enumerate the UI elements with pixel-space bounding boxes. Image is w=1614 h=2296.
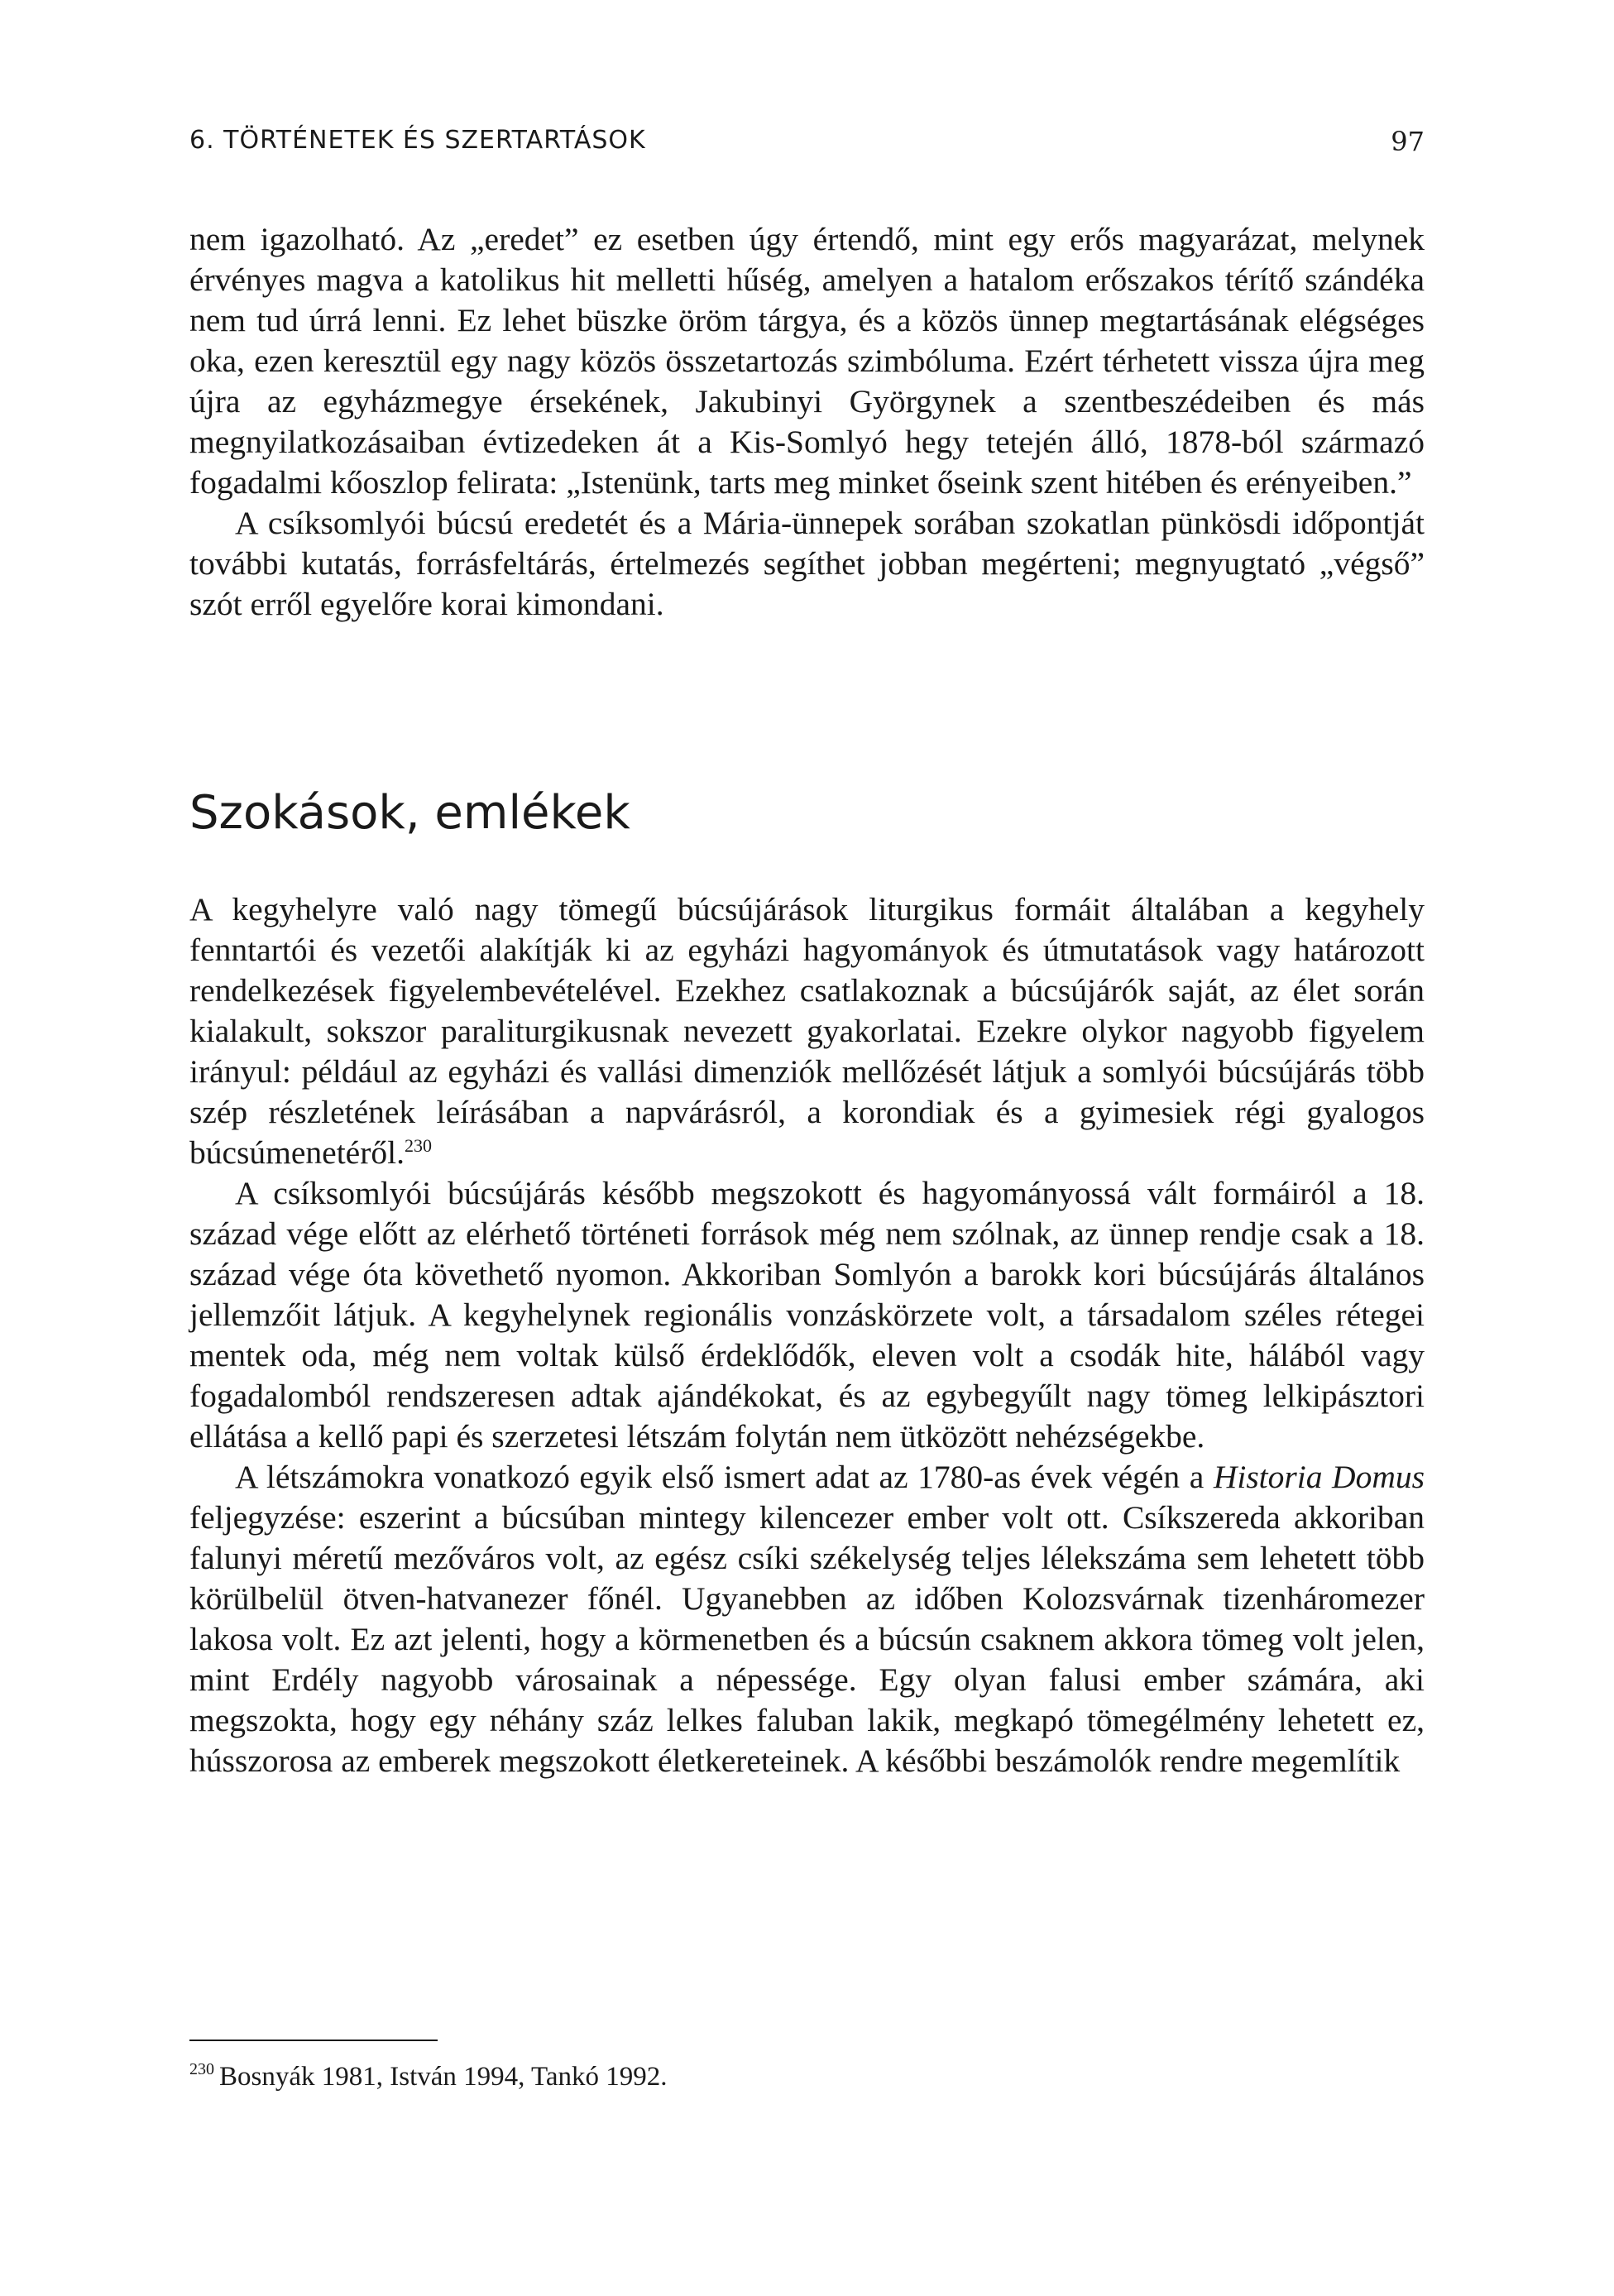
- paragraph: nem igazolható. Az „eredet” ez esetben úgy értendő, mint egy erős magyarázat, melynek érvényes magva a katolikus hit melletti hűség, amelyen a hatalom erőszakos térítő szándéka nem tud úrrá lenni. Ez lehet büszke öröm tárgya, és a közös ünnep megtartásának elégséges oka, ezen keresztül egy nagy közös összetartozás szimbóluma. Ezért térhetett vissza újra meg újra az egyházmegye érsekének, Jakubinyi Györgynek a szentbeszédeiben és más megnyilatkozásaiban évtizedeken át a Kis-Somlyó hegy tetején álló, 1878-ból származó fogadalmi kőoszlop felirata: „Istenünk, tarts meg minket őseink szent hitében és erényeiben.”: [189, 221, 1425, 501]
- section-heading: Szokások, emlékek: [189, 786, 630, 840]
- paragraph-text: A létszámokra vonatkozó egyik első ismert adat az 1780-as évek végén a: [235, 1459, 1214, 1495]
- chapter-title: 6. TÖRTÉNETEK ÉS SZERTARTÁSOK: [189, 126, 646, 155]
- footnote: [189, 2059, 1425, 2095]
- paragraph: [189, 889, 1425, 1173]
- text-block-opening: [189, 219, 1425, 625]
- page-number: 97: [1391, 126, 1425, 157]
- footnote-text: Bosnyák 1981, István 1994, Tankó 1992.: [219, 2062, 668, 2092]
- paragraph: [189, 1457, 1425, 1781]
- italic-title: Historia Domus: [1213, 1459, 1425, 1495]
- footnote-reference[interactable]: 230: [404, 1135, 432, 1156]
- footnote-divider: [189, 2040, 438, 2041]
- paragraph-text: A kegyhelyre való nagy tömegű búcsújárások liturgikus formáit általában a kegyhely fenntartói és vezetői alakítják ki az egyházi hagyományok és útmutatások vagy határozott rendelkezések figyelembevételével. Ezekhez csatlakoznak a búcsújárók saját, az élet során kialakult, sokszor paraliturgikusnak nevezett gyakorlatai. Ezekre olykor nagyobb figyelem irányul: például az egyházi és vallási dimenziók mellőzését látjuk a somlyói búcsújárás több szép részletének leírásában a napvárásról, a korondiak és a gyimesiek régi gyalogos búcsúmenetéről.: [189, 891, 1425, 1171]
- book-page: [189, 0, 1425, 2296]
- paragraph: A csíksomlyói búcsú eredetét és a Mária-ünnepek sorában szokatlan pünkösdi időpontját további kutatás, forrásfeltárás, értelmezés segíthet jobban megérteni; megnyugtató „végső” szót erről egyelőre korai kimondani.: [189, 505, 1425, 622]
- paragraph: A csíksomlyói búcsújárás később megszokott és hagyományossá vált formáiról a 18. század vége előtt az elérhető történeti források még nem szólnak, az ünnep rendje csak a 18. század vége óta követhető nyomon. Akkoriban Somlyón a barokk kori búcsújárás általános jellemzőit látjuk. A kegyhelynek regionális vonzáskörzete volt, a társadalom széles rétegei mentek oda, még nem voltak külső érdeklődők, eleven volt a csodák hite, hálából vagy fogadalomból rendszeresen adtak ajándékokat, és az egybegyűlt nagy tömeg lelkipásztori ellátása a kellő papi és szerzetesi létszám folytán nem ütközött nehézségekbe.: [189, 1175, 1425, 1455]
- footnote-number: 230: [189, 2060, 214, 2078]
- running-head: [189, 126, 1425, 162]
- text-block-section: [189, 889, 1425, 1781]
- paragraph-text: feljegyzése: eszerint a búcsúban mintegy kilencezer ember volt ott. Csíkszereda akkoriban falunyi méretű mezőváros volt, az egész csíki székelység teljes lélekszáma sem lehetett több körülbelül ötven-hatvanezer főnél. Ugyanebben az időben Kolozsvárnak tizenháromezer lakosa volt. Ez azt jelenti, hogy a körmenetben és a búcsún csaknem akkora tömeg volt jelen, mint Erdély nagyobb városainak a népessége. Egy olyan falusi ember számára, aki megszokta, hogy egy néhány száz lelkes faluban lakik, megkapó tömegélmény lehetett ez, hússzorosa az emberek megszokott életkereteinek. A későbbi beszámolók rendre megemlítik: [189, 1499, 1425, 1779]
